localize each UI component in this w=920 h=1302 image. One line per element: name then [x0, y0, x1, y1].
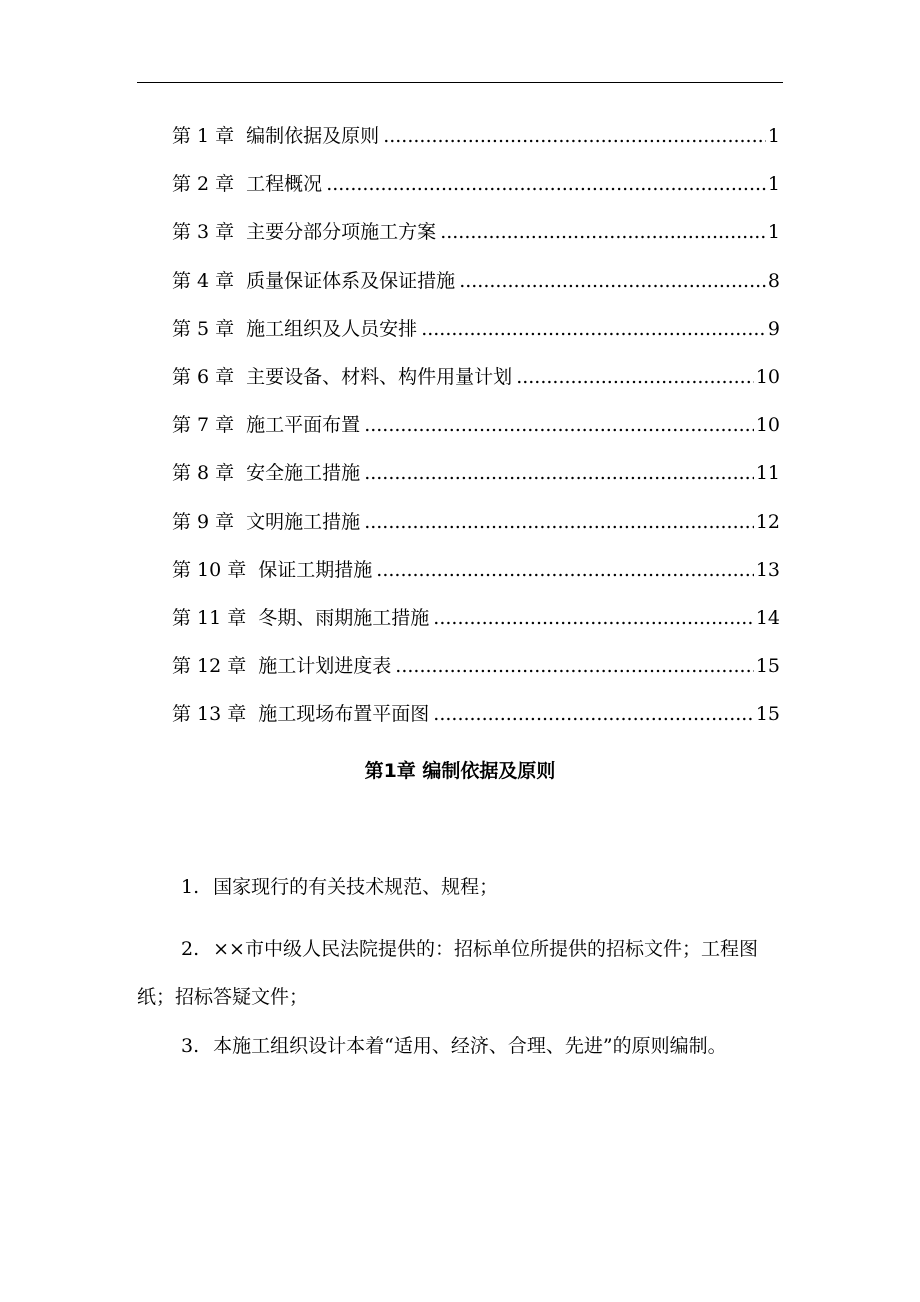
- toc-title: 保证工期措施: [258, 558, 373, 581]
- paragraph-number: 2.: [181, 938, 200, 960]
- toc-title: 编制依据及原则: [246, 125, 380, 147]
- toc-page-number: 13: [755, 558, 780, 581]
- toc-page-number: 1: [767, 173, 780, 196]
- chapter-heading: 第1章 编制依据及原则: [364, 760, 556, 782]
- paragraph-number: 1.: [181, 876, 200, 898]
- toc-title: 施工计划进度表: [258, 655, 392, 678]
- toc-entry[interactable]: [172, 552, 780, 600]
- toc-chapter-number: 第 11 章: [172, 606, 247, 629]
- toc-chapter-number: 第 13 章: [172, 703, 247, 726]
- toc-leader-dots: [433, 600, 754, 636]
- paragraph-text: 本施工组织设计本着“适用、经济、合理、先进”的原则编制。: [213, 1035, 727, 1057]
- toc-entry[interactable]: [172, 311, 780, 359]
- toc-page-number: 10: [755, 365, 780, 388]
- toc-chapter-number: 第 1 章: [172, 125, 235, 147]
- toc-entry[interactable]: [172, 407, 780, 455]
- toc-title: 安全施工措施: [246, 462, 361, 485]
- toc-title: 工程概况: [246, 173, 323, 196]
- toc-entry[interactable]: [172, 166, 780, 214]
- toc-page-number: 14: [755, 606, 780, 629]
- toc-leader-dots: [326, 166, 766, 202]
- paragraph-number: 3.: [181, 1035, 200, 1057]
- toc-entry[interactable]: [172, 600, 780, 648]
- toc-leader-dots: [364, 504, 754, 540]
- toc-leader-dots: [433, 696, 754, 732]
- body-paragraph: [137, 925, 785, 1021]
- toc-page-number: 11: [755, 462, 780, 485]
- toc-chapter-number: 第 7 章: [172, 414, 235, 437]
- toc-title: 施工组织及人员安排: [246, 317, 418, 340]
- toc-entry[interactable]: [172, 263, 780, 311]
- toc-chapter-number: 第 3 章: [172, 221, 235, 244]
- toc-leader-dots: [440, 214, 766, 250]
- toc-chapter-number: 第 10 章: [172, 558, 247, 581]
- toc-title: 质量保证体系及保证措施: [246, 269, 456, 292]
- toc-entry[interactable]: [172, 696, 780, 744]
- toc-leader-dots: [395, 648, 754, 684]
- toc-page-number: 9: [767, 317, 780, 340]
- toc-title: 文明施工措施: [246, 510, 361, 533]
- toc-entry[interactable]: [172, 648, 780, 696]
- toc-chapter-number: 第 5 章: [172, 317, 235, 340]
- toc-title: 冬期、雨期施工措施: [258, 606, 430, 629]
- toc-entry[interactable]: [172, 455, 780, 503]
- toc-leader-dots: [459, 263, 766, 299]
- toc-leader-dots: [383, 118, 766, 154]
- table-of-contents: [172, 118, 780, 744]
- toc-page-number: 12: [755, 510, 780, 533]
- paragraph-text: ××市中级人民法院提供的：招标单位所提供的招标文件；工程图纸；招标答疑文件；: [137, 938, 758, 1008]
- toc-chapter-number: 第 6 章: [172, 365, 235, 388]
- paragraph-text: 国家现行的有关技术规范、规程；: [213, 876, 499, 898]
- body-paragraph: [137, 863, 785, 911]
- toc-entry[interactable]: [172, 214, 780, 262]
- toc-chapter-number: 第 12 章: [172, 655, 247, 678]
- toc-entry[interactable]: [172, 118, 780, 166]
- header-rule: [137, 82, 783, 83]
- toc-chapter-number: 第 8 章: [172, 462, 235, 485]
- toc-leader-dots: [364, 455, 754, 491]
- toc-page-number: 1: [767, 221, 780, 244]
- toc-page-number: 1: [767, 125, 780, 147]
- toc-title: 主要设备、材料、构件用量计划: [246, 365, 513, 388]
- toc-entry[interactable]: [172, 359, 780, 407]
- toc-chapter-number: 第 9 章: [172, 510, 235, 533]
- toc-leader-dots: [364, 407, 754, 443]
- toc-page-number: 10: [755, 414, 780, 437]
- toc-leader-dots: [421, 311, 766, 347]
- toc-entry[interactable]: [172, 504, 780, 552]
- toc-page-number: 8: [767, 269, 780, 292]
- body-paragraph: [137, 1022, 785, 1070]
- toc-title: 主要分部分项施工方案: [246, 221, 437, 244]
- toc-leader-dots: [376, 552, 754, 588]
- toc-chapter-number: 第 4 章: [172, 269, 235, 292]
- toc-page-number: 15: [755, 655, 780, 678]
- toc-chapter-number: 第 2 章: [172, 173, 235, 196]
- toc-title: 施工现场布置平面图: [258, 703, 430, 726]
- toc-leader-dots: [516, 359, 754, 395]
- toc-title: 施工平面布置: [246, 414, 361, 437]
- toc-page-number: 15: [755, 703, 780, 726]
